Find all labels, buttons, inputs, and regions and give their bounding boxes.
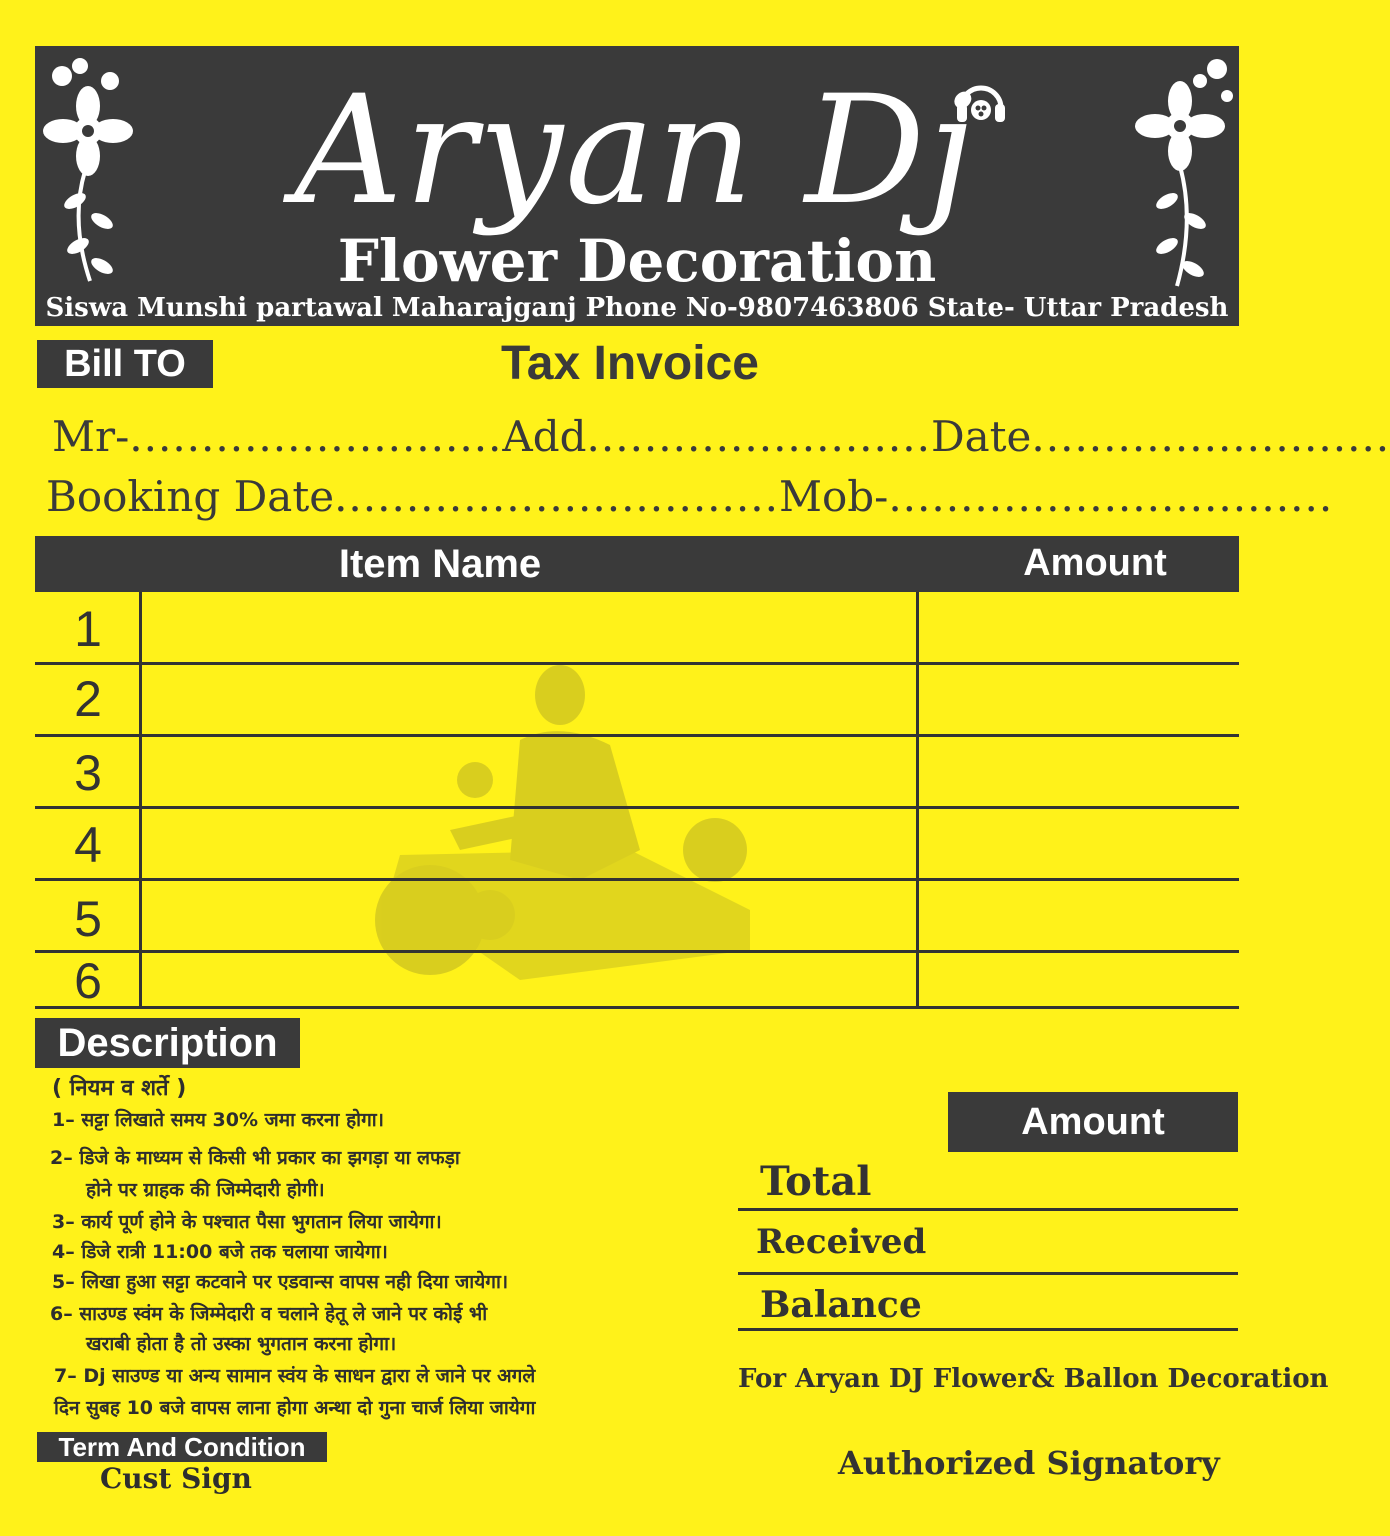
bill-to-label: Bill TO [37, 340, 213, 388]
customer-signature-label: Cust Sign [100, 1462, 252, 1495]
term-line: 3– कार्य पूर्ण होने के पश्चात पैसा भुगतान लिया जायेगा। [52, 1211, 442, 1233]
mobile-field[interactable]: ............................... [888, 472, 1334, 521]
table-row-divider [35, 1006, 1239, 1009]
address-field[interactable]: ........................ [586, 412, 931, 461]
table-header [35, 536, 1239, 592]
amount-summary-label: Amount [948, 1092, 1238, 1152]
description-label: Description [35, 1018, 300, 1068]
page-title: Tax Invoice [501, 337, 759, 390]
received-line [738, 1272, 1238, 1275]
table-row-number: 1 [74, 601, 102, 657]
table-column-divider [139, 592, 142, 1006]
table-row-number: 3 [74, 745, 102, 801]
column-header-amount: Amount [1023, 542, 1167, 584]
terms-condition-label: Term And Condition [37, 1432, 327, 1462]
booking-date-label: Booking Date [46, 472, 335, 521]
term-line: 1– सट्टा लिखाते समय 30% जमा करना होगा। [52, 1109, 384, 1131]
term-line: 7– Dj साउण्ड या अन्य सामान स्वंय के साधन द्वारा ले जाने पर अगले [54, 1365, 536, 1387]
add-label: Add [502, 412, 587, 461]
customer-fields-row [52, 412, 1390, 461]
terms-heading: ( नियम व शर्ते ) [52, 1076, 187, 1101]
term-line: 5– लिखा हुआ सट्टा कटवाने पर एडवान्स वापस नही दिया जायेगा। [52, 1271, 509, 1293]
date-label: Date [930, 412, 1032, 461]
date-field[interactable]: ......................... [1031, 412, 1390, 461]
brand-name: Aryan Dj [294, 64, 976, 238]
booking-fields-row [46, 472, 1333, 521]
term-line: होने पर ग्राहक की जिम्मेदारी होगी। [86, 1179, 325, 1201]
table-row-number: 5 [74, 891, 102, 947]
header-banner [35, 46, 1239, 326]
received-label: Received [756, 1222, 927, 1262]
term-line: 4– डिजे रात्री 11:00 बजे तक चलाया जायेगा। [52, 1241, 388, 1263]
table-row-divider [35, 806, 1239, 809]
company-sign-line: For Aryan DJ Flower& Ballon Decoration [738, 1364, 1329, 1394]
table-row-divider [35, 878, 1239, 881]
total-label: Total [760, 1158, 872, 1205]
term-line: 6– साउण्ड स्वंम के जिम्मेदारी व चलाने हेतू ले जाने पर कोई भी [50, 1303, 488, 1325]
table-row-divider [35, 662, 1239, 665]
mr-field[interactable]: .......................... [129, 412, 503, 461]
table-row-divider [35, 734, 1239, 737]
total-line [738, 1208, 1238, 1211]
table-row-number: 6 [74, 953, 102, 1009]
mob-label: Mob- [778, 472, 889, 521]
table-row-divider [35, 950, 1239, 953]
balance-line [738, 1328, 1238, 1331]
table-row-number: 2 [74, 671, 102, 727]
term-line: खराबी होता है तो उस्का भुगतान करना होगा। [86, 1333, 397, 1355]
mr-label: Mr- [52, 412, 130, 461]
authorized-signatory: Authorized Signatory [838, 1444, 1220, 1482]
dj-watermark-icon [370, 650, 760, 990]
address-line: Siswa Munshi partawal Maharajganj Phone No-9807463806 State- Uttar Pradesh [45, 293, 1229, 323]
table-row-number: 4 [74, 817, 102, 873]
table-column-divider [916, 592, 919, 1006]
brand-subtitle: Flower Decoration [337, 227, 937, 295]
column-header-item-name: Item Name [338, 542, 542, 586]
balance-label: Balance [760, 1284, 922, 1326]
term-line: दिन सुबह 10 बजे वापस लाना होगा अन्था दो गुना चार्ज लिया जायेगा [54, 1397, 536, 1419]
term-line: 2– डिजे के माध्यम से किसी भी प्रकार का झगड़ा या लफड़ा [50, 1147, 460, 1169]
booking-date-field[interactable]: ............................... [334, 472, 779, 521]
